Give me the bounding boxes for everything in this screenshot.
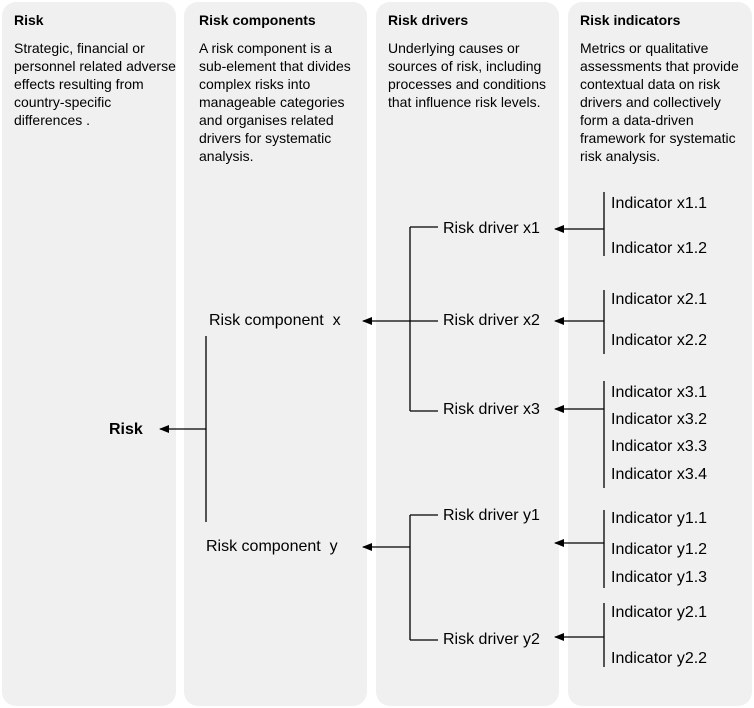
column-title: Risk drivers [388,12,469,28]
column-title: Risk indicators [580,12,681,28]
component-x-node: Risk component x [209,312,341,329]
column-title: Risk components [199,12,316,28]
driver-y2-node: Risk driver y2 [443,631,540,648]
indicator-node: Indicator x3.1 [611,384,708,401]
column-description: Strategic, financial or personnel related adverse effects resulting from country-specific differences . [14,40,176,128]
indicator-node: Indicator x3.3 [611,438,708,455]
risk-node: Risk [109,421,143,438]
indicator-node: Indicator x2.2 [611,332,708,349]
indicator-node: Indicator y1.1 [611,510,708,527]
column-title: Risk [14,12,44,28]
driver-x2-node: Risk driver x2 [443,312,540,329]
indicator-node: Indicator y2.2 [611,650,708,667]
indicator-node: Indicator y2.1 [611,604,708,621]
indicator-node: Indicator x1.2 [611,240,708,257]
column-description: A risk component is a sub-element that divides complex risks into manageable categories and organises related drivers for systematic analysis. [199,40,351,164]
driver-x3-node: Risk driver x3 [443,401,540,418]
indicator-node: Indicator x2.1 [611,291,708,308]
indicator-node: Indicator y1.3 [611,569,708,586]
indicator-node: Indicator y1.2 [611,541,708,558]
driver-y1-node: Risk driver y1 [443,507,540,524]
driver-x1-node: Risk driver x1 [443,220,540,237]
indicator-node: Indicator x1.1 [611,195,708,212]
indicator-node: Indicator x3.2 [611,411,708,428]
column-description: Underlying causes or sources of risk, including processes and conditions that influence risk levels. [388,40,546,110]
indicator-node: Indicator x3.4 [611,466,708,483]
column-description: Metrics or qualitative assessments that provide contextual data on risk drivers and collectively form a data-driven framework for systematic risk analysis. [580,40,739,164]
component-y-node: Risk component y [206,538,338,555]
